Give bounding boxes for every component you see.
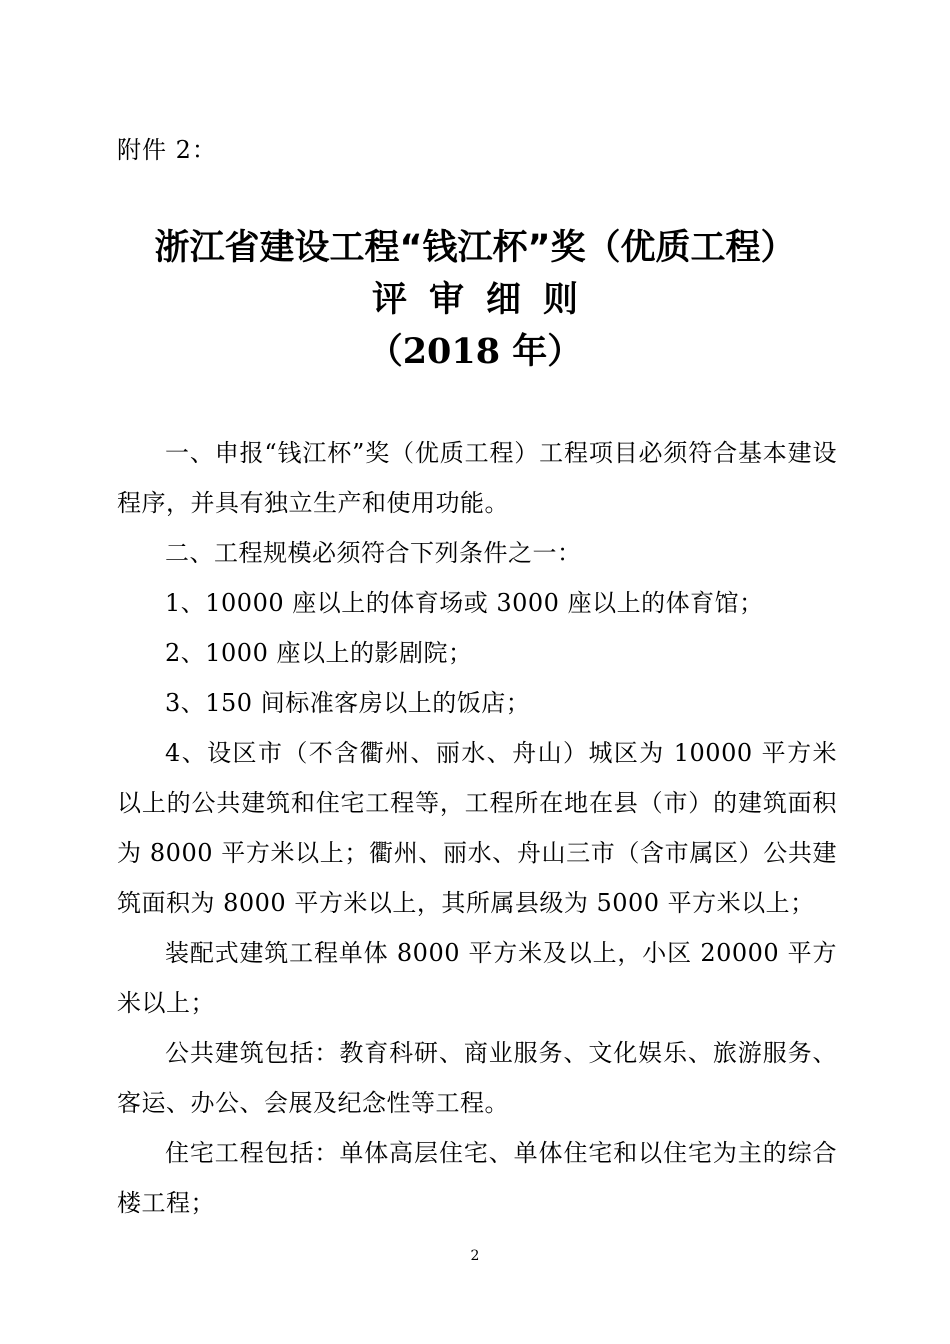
paragraph: 3、150 间标准客房以上的饭店； xyxy=(165,689,531,717)
document-body xyxy=(117,428,837,1228)
document-subtitle: 评审细则 xyxy=(371,280,600,320)
paragraph: 4、设区市（不含衢州、丽水、舟山）城区为 10000 平方米以上的公共建筑和住宅工程等，工程所在地在县（市）的建筑面积为 8000 平方米以上；衢州、丽水、舟山三市（含市属区）公共建筑面积为 8000 平方米以上，其所属县级为 5000 平方米以上； xyxy=(117,739,837,917)
page-number: 2 xyxy=(470,1248,480,1264)
paragraph: 1、10000 座以上的体育场或 3000 座以上的体育馆； xyxy=(165,589,764,617)
document-title: 浙江省建设工程“钱江杯”奖（优质工程） xyxy=(154,228,796,268)
paragraph: 装配式建筑工程单体 8000 平方米及以上，小区 20000 平方米以上； xyxy=(117,939,837,1017)
paragraph: 住宅工程包括：单体高层住宅、单体住宅和以住宅为主的综合楼工程； xyxy=(117,1139,837,1217)
paragraph: 二、工程规模必须符合下列条件之一： xyxy=(165,539,582,567)
attachment-label: 附件 2： xyxy=(117,136,217,164)
paragraph: 一、申报“钱江杯”奖（优质工程）工程项目必须符合基本建设程序，并具有独立生产和使用功能。 xyxy=(117,439,837,517)
paragraph: 2、1000 座以上的影剧院； xyxy=(165,639,473,667)
document-year: （2018 年） xyxy=(367,331,583,372)
paragraph: 公共建筑包括：教育科研、商业服务、文化娱乐、旅游服务、客运、办公、会展及纪念性等工程。 xyxy=(117,1039,837,1117)
